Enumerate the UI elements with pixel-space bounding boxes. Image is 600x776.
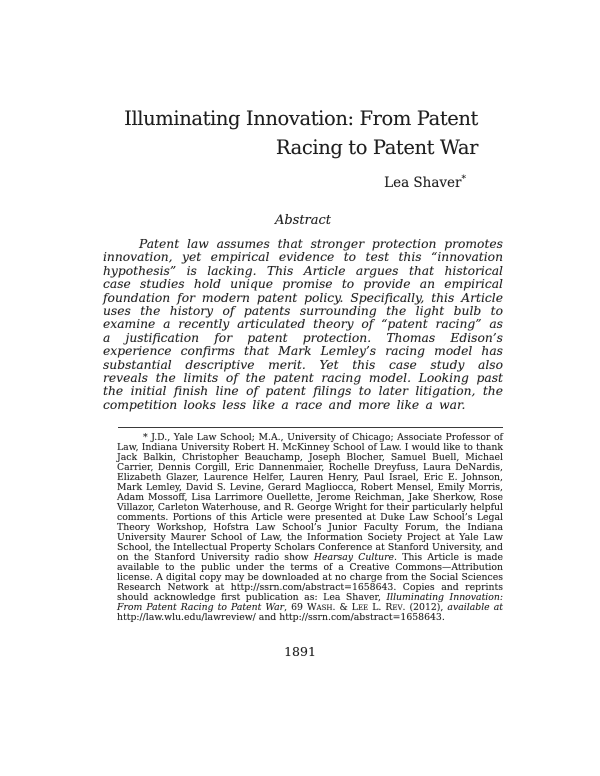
footnote-separator-rule — [118, 427, 503, 428]
author-line — [90, 175, 466, 191]
author-name: Lea Shaver — [384, 175, 462, 191]
footnote-seg-available-at: available at — [447, 602, 503, 613]
page-number: 1891 — [284, 644, 316, 659]
footnote-seg-hearsay-culture: Hearsay Culture — [313, 552, 395, 563]
footnote-seg-after-title: , 69 — [284, 602, 307, 613]
footnote-text — [117, 433, 503, 623]
footnote-seg-year: (2012), — [405, 602, 448, 613]
footnote-seg-reporter-citation: Wash. & Lee L. Rev. — [306, 602, 406, 613]
footnote-seg-article-title: Illuminating Innovation: From Patent Racing to Patent War — [117, 592, 503, 613]
abstract-heading: Abstract — [274, 213, 332, 228]
article-title-line-2: Racing to Patent War — [275, 136, 478, 159]
footnote-seg-intro: * J.D., Yale Law School; M.A., University of Chicago; Associate Professor of Law, Indiana University Robert H. McKinney School of Law. I would like to thank Jack Balkin, Christopher Beauchamp, Joseph Blocher, Samuel Buell, Michael Carrier, Dennis Corgill, Eric Dannenmaier, Rochelle Dreyfuss, Laura DeNardis, Elizabeth Glazer, Laurence Helfer, Lauren Henry, Paul Israel, Eric E. Johnson, Mark Lemley, David S. Levine, Gerard Magliocca, Robert Mensel, Emily Morris, Adam Mossoff, Lisa Larrimore Ouellette, Jerome Reichman, Jake Sherkow, Rose Villazor, Carleton Waterhouse, and R. George Wright for their particularly helpful comments. Portions of this Article were presented at Duke Law School’s Legal Theory Workshop, Hofstra Law School’s Junior Faculty Forum, the Indiana University Maurer School of Law, the Information Society Project at Yale Law School, the Intellectual Property Scholars Conference at Stanford University, and on the Stanford University radio show — [117, 432, 503, 563]
author-footnote-marker: * — [461, 174, 466, 185]
footnote-seg-end: http://law.wlu.edu/lawreview/ and http://ssrn.com/abstract=1658643. — [117, 612, 445, 623]
abstract-paragraph: Patent law assumes that stronger protection promotes innovation, yet empirical evidence to test this “innovation hypothesis” is lacking. This Article argues that historical case studies hold unique promise to provide an empirical foundation for modern patent policy. Specifically, this Article uses the history of patents surrounding the light bulb to examine a recently articulated theory of “patent racing” as a justification for patent protection. Thomas Edison’s experience confirms that Mark Lemley’s racing model has substantial descriptive merit. Yet this case study also reveals the limits of the patent racing model. Looking past the initial finish line of patent filings to later litigation, the competition looks less like a race and more like a war. — [103, 237, 503, 412]
article-title — [90, 104, 478, 162]
article-title-line-1: Illuminating Innovation: From Patent — [124, 107, 478, 130]
footnote-seg-mid: . This Article is made available to the public under the terms of a Creative Commons—Attribution license. A digital copy may be downloaded at no charge from the Social Sciences Research Network at http://ssrn.com/abstract=1658643. Copies and reprints should acknowledge first publication as: Lea Shaver, — [117, 552, 503, 603]
